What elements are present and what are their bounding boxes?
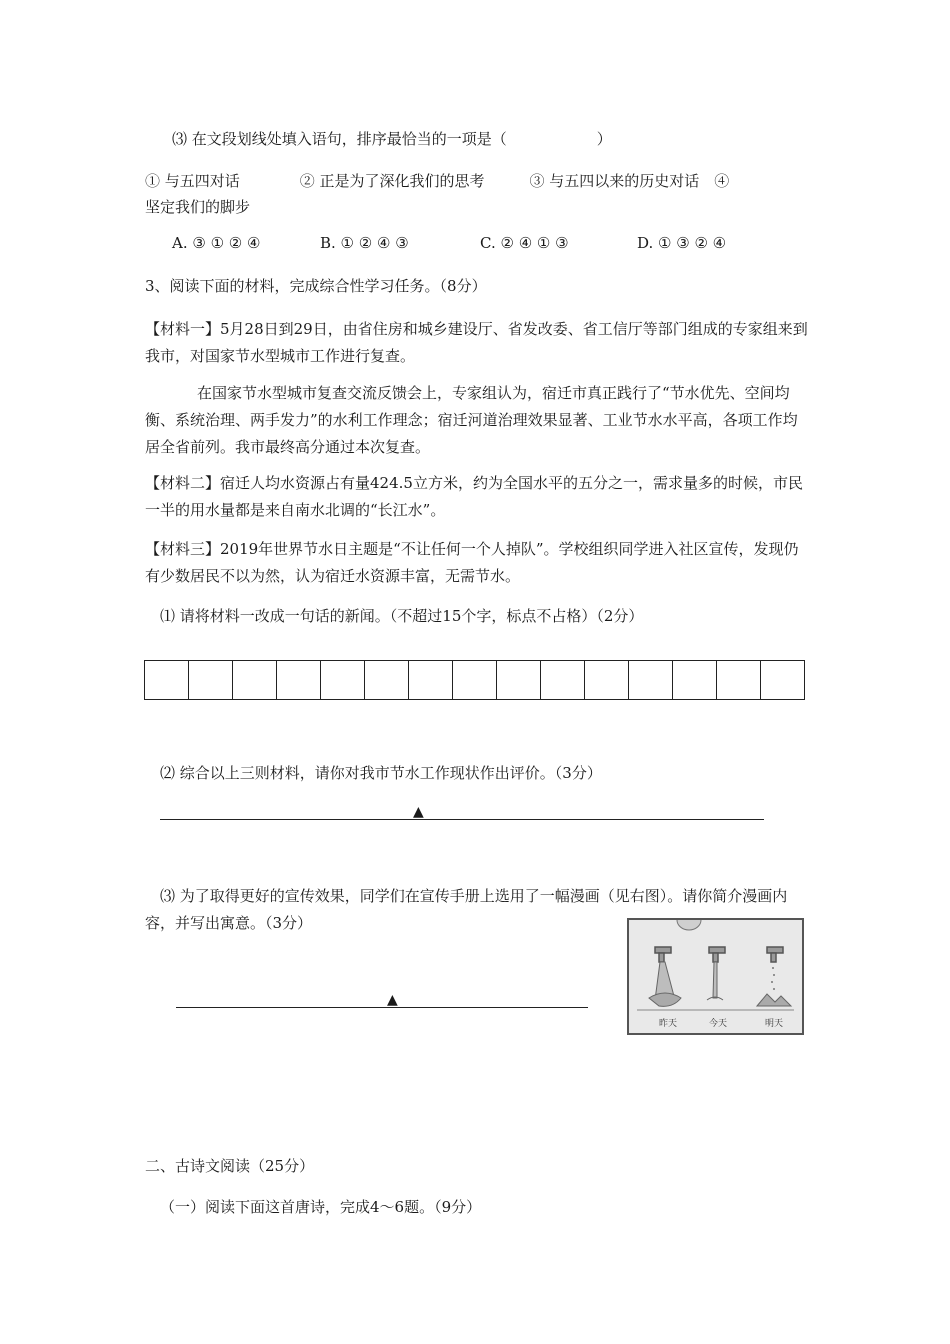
answer-marker-icon: ▲ [413, 804, 424, 820]
answer-marker-icon: ▲ [387, 992, 398, 1008]
answer-grid[interactable] [144, 660, 805, 700]
option-a: A. ③ ① ② ④ [172, 234, 261, 252]
material1-paragraph1: 【材料一】5月28日到29日，由省住房和城乡建设厅、省发改委、省工信厅等部门组成的专家组来到我市，对国家节水型城市工作进行复查。 [145, 320, 808, 365]
answer-line-2[interactable] [160, 819, 764, 820]
grid-cell[interactable] [233, 661, 277, 699]
grid-cell[interactable] [409, 661, 453, 699]
material1-paragraph2: 在国家节水型城市复查交流反馈会上，专家组认为，宿迁市真正践行了“节水优先、空间均衡、系统治理、两手发力”的水利工作理念；宿迁河道治理效果显著、工业节水水平高，各项工作均居全省前列。我市最终高分通过本次复查。 [145, 384, 798, 456]
section2-heading: 二、古诗文阅读（25分） [145, 1157, 315, 1175]
grid-cell[interactable] [629, 661, 673, 699]
grid-cell[interactable] [189, 661, 233, 699]
cartoon-label-today: 今天 [709, 1019, 728, 1029]
grid-cell[interactable] [717, 661, 761, 699]
option-d: D. ① ③ ② ④ [637, 234, 727, 252]
cartoon-label-tomorrow: 明天 [765, 1019, 784, 1029]
sub-question-2: ⑵ 综合以上三则材料，请你对我市节水工作现状作出评价。（3分） [160, 764, 602, 782]
cartoon-label-yesterday: 昨天 [659, 1019, 678, 1029]
option-c: C. ② ④ ① ③ [480, 234, 569, 252]
q3-choices-line2: 坚定我们的脚步 [145, 198, 251, 216]
section2-sub-heading: （一）阅读下面这首唐诗，完成4～6题。（9分） [160, 1198, 482, 1216]
grid-cell[interactable] [453, 661, 497, 699]
option-b: B. ① ② ④ ③ [320, 234, 409, 252]
grid-cell[interactable] [365, 661, 409, 699]
task3-heading: 3、阅读下面的材料，完成综合性学习任务。（8分） [145, 277, 487, 295]
answer-line-3[interactable] [176, 1007, 588, 1008]
cartoon-image [627, 918, 804, 1035]
material3: 【材料三】2019年世界节水日主题是“不让任何一个人掉队”。学校组织同学进入社区宣传，发现仍有少数居民不以为然，认为宿迁水资源丰富，无需节水。 [145, 540, 799, 585]
grid-cell[interactable] [145, 661, 189, 699]
q3-choices-line1: ① 与五四对话 ② 正是为了深化我们的思考 ③ 与五四以来的历史对话 ④ [145, 172, 730, 190]
q3-question: ⑶ 在文段划线处填入语句，排序最恰当的一项是（ ） [172, 130, 612, 148]
grid-cell[interactable] [497, 661, 541, 699]
cartoon-drawing [629, 920, 802, 1033]
grid-cell[interactable] [673, 661, 717, 699]
sub-question-3: ⑶ 为了取得更好的宣传效果，同学们在宣传手册上选用了一幅漫画（见右图）。请你简介漫画内容，并写出寓意。（3分） [145, 887, 788, 932]
grid-cell[interactable] [585, 661, 629, 699]
grid-cell[interactable] [321, 661, 365, 699]
grid-cell[interactable] [541, 661, 585, 699]
grid-cell[interactable] [761, 661, 804, 699]
sub-question-1: ⑴ 请将材料一改成一句话的新闻。（不超过15个字，标点不占格）（2分） [160, 607, 644, 625]
grid-cell[interactable] [277, 661, 321, 699]
material2: 【材料二】宿迁人均水资源占有量424.5立方米，约为全国水平的五分之一，需求量多的时候，市民一半的用水量都是来自南水北调的“长江水”。 [145, 474, 803, 519]
